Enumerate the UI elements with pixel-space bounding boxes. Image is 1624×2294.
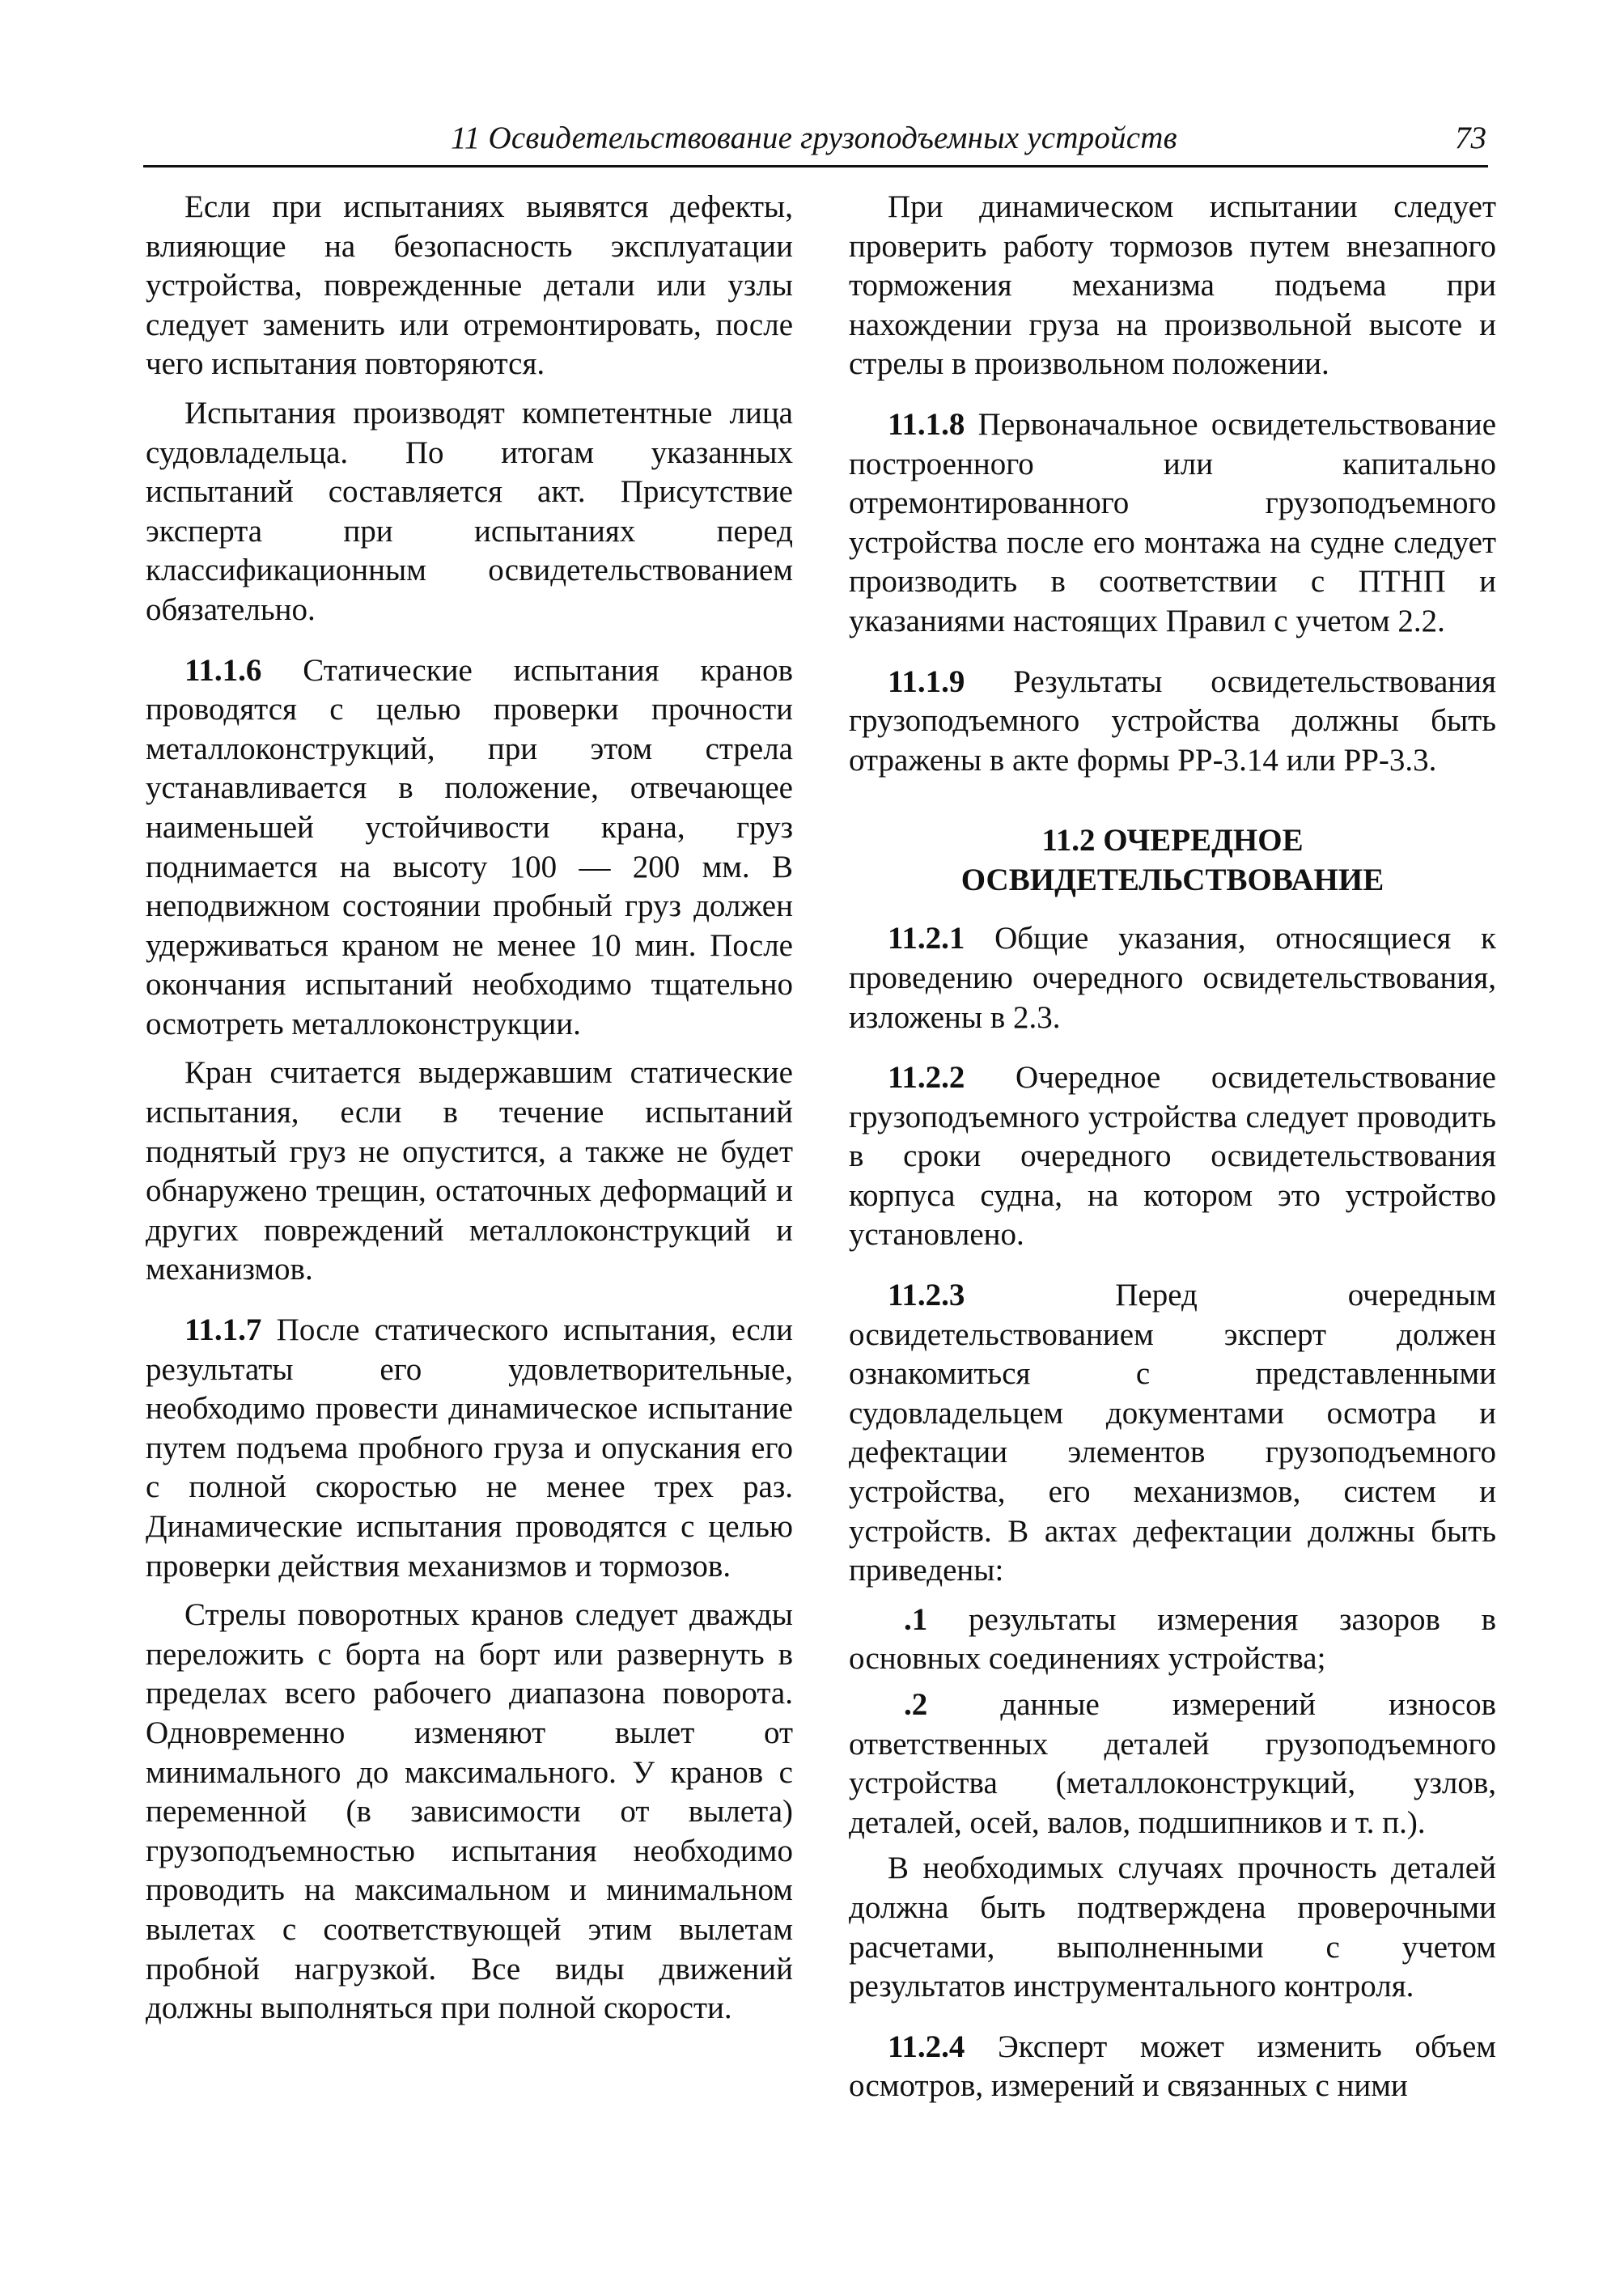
clause-11-2-3 bbox=[849, 1276, 1496, 1591]
clause-11-1-6 bbox=[146, 651, 793, 1045]
clause-number: 11.2.1 bbox=[888, 921, 965, 956]
clause-text: Перед очередным освидетельствованием эксперт должен ознакомиться с представленными судовладельцем документами осмотра и дефектации элементов грузоподъемного устройства, его механизмов, систем и устройств. В актах дефектации должны быть приведены: bbox=[849, 1278, 1496, 1588]
paragraph-text: Если при испытаниях выявятся дефекты, влияющие на безопасность эксплуатации устройства, поврежденные детали или узлы следует заменить или отремонтировать, после чего испытания повторяются. bbox=[146, 189, 793, 382]
clause-text: Эксперт может изменить объем осмотров, измерений и связанных с ними bbox=[849, 2029, 1496, 2104]
section-heading bbox=[849, 820, 1496, 900]
clause-11-2-2 bbox=[849, 1058, 1496, 1255]
paragraph bbox=[849, 188, 1496, 384]
clause-number: 11.1.8 bbox=[888, 406, 965, 442]
paragraph-text: Стрелы поворотных кранов следует дважды переложить с борта на борт или развернуть в пределах всего рабочего диапазона поворота. Одновременно изменяют вылет от минимального до максимального. У кранов с переменной (в зависимости от вылета) грузоподъемностью испытания необходимо проводить на максимальном и минимальном вылетах с соответствующей этим вылетам пробной нагрузкой. Все виды движений должны выполняться при полной скорости. bbox=[146, 1597, 793, 2026]
header-title: 11 Освидетельствование грузоподъемных устройств bbox=[451, 121, 1177, 155]
list-item-number: .2 bbox=[904, 1687, 928, 1722]
clause-number: 11.1.9 bbox=[888, 664, 965, 699]
clause-text: Результаты освидетельствования грузоподъемного устройства должны быть отражены в акте формы РР-3.14 или РР-3.3. bbox=[849, 664, 1496, 778]
paragraph bbox=[146, 188, 793, 384]
clause-11-1-8 bbox=[849, 405, 1496, 642]
clause-text: Очередное освидетельствование грузоподъемного устройства следует проводить в сроки очередного освидетельствования корпуса судна, на котором это устройство установлено. bbox=[849, 1060, 1496, 1253]
clause-11-1-7 bbox=[146, 1311, 793, 1586]
paragraph-text: При динамическом испытании следует проверить работу тормозов путем внезапного торможения механизма подъема при нахождении груза на произвольной высоте и стрелы в произвольном положении. bbox=[849, 189, 1496, 382]
clause-number: 11.2.2 bbox=[888, 1060, 965, 1096]
list-item bbox=[849, 1686, 1496, 1842]
section-heading-line: ОСВИДЕТЕЛЬСТВОВАНИЕ bbox=[960, 863, 1384, 898]
clause-text: После статического испытания, если результаты его удовлетворительные, необходимо провести динамическое испытание путем подъема пробного груза и опускания его с полной скоростью не менее трех раз. Динамические испытания проводятся с целью проверки действия механизмов и тормозов. bbox=[146, 1312, 793, 1584]
clause-number: 11.1.6 bbox=[184, 652, 262, 688]
paragraph bbox=[146, 394, 793, 630]
paragraph bbox=[849, 1849, 1496, 2006]
paragraph bbox=[146, 1054, 793, 1290]
list-item bbox=[849, 1601, 1496, 1679]
clause-11-2-4 bbox=[849, 2028, 1496, 2106]
clause-text: Общие указания, относящиеся к проведению очередного освидетельствования, изложены в 2.3. bbox=[849, 921, 1496, 1035]
paragraph-text: Испытания производят компетентные лица судовладельца. По итогам указанных испытаний составляется акт. Присутствие эксперта при испытаниях перед классификационным освидетельствованием обязательно. bbox=[146, 395, 793, 627]
clause-text: Статические испытания кранов проводятся с целью проверки прочности металлоконструкций, при этом стрела устанавливается в положение, отвечающее наименьшей устойчивости крана, груз поднимается на высоту 100 — 200 мм. В неподвижном состоянии пробный груз должен удерживаться краном не менее 10 мин. После окончания испытаний необходимо тщательно осмотреть металлоконструкции. bbox=[146, 652, 793, 1041]
list-item-number: .1 bbox=[904, 1601, 928, 1637]
section-heading-line: 11.2 ОЧЕРЕДНОЕ bbox=[1041, 823, 1304, 859]
clause-text: Первоначальное освидетельствование построенного или капитально отремонтированного грузоподъемного устройства после его монтажа на судне следует производить в соответствии с ПТНП и указаниями настоящих Правил с учетом 2.2. bbox=[849, 406, 1496, 638]
list-item-text: данные измерений износов ответственных деталей грузоподъемного устройства (металлоконструкций, узлов, деталей, осей, валов, подшипников и т. п.). bbox=[849, 1687, 1496, 1840]
paragraph-text: Кран считается выдержавшим статические испытания, если в течение испытаний поднятый груз не опустится, а также не будет обнаружено трещин, остаточных деформаций и других повреждений металлоконструкций и механизмов. bbox=[146, 1055, 793, 1287]
clause-11-1-9 bbox=[849, 663, 1496, 781]
right-column bbox=[849, 188, 1496, 2116]
clause-number: 11.1.7 bbox=[184, 1312, 262, 1348]
left-column bbox=[146, 188, 793, 2038]
paragraph-text: В необходимых случаях прочность деталей должна быть подтверждена проверочными расчетами, выполненными с учетом результатов инструментального контроля. bbox=[849, 1851, 1496, 2004]
running-header bbox=[143, 120, 1488, 167]
list-item-text: результаты измерения зазоров в основных соединениях устройства; bbox=[849, 1601, 1496, 1677]
clause-11-2-1 bbox=[849, 919, 1496, 1037]
paragraph bbox=[146, 1596, 793, 2029]
clause-number: 11.2.4 bbox=[888, 2029, 965, 2064]
clause-number: 11.2.3 bbox=[888, 1278, 965, 1313]
page-number: 73 bbox=[1455, 121, 1486, 155]
